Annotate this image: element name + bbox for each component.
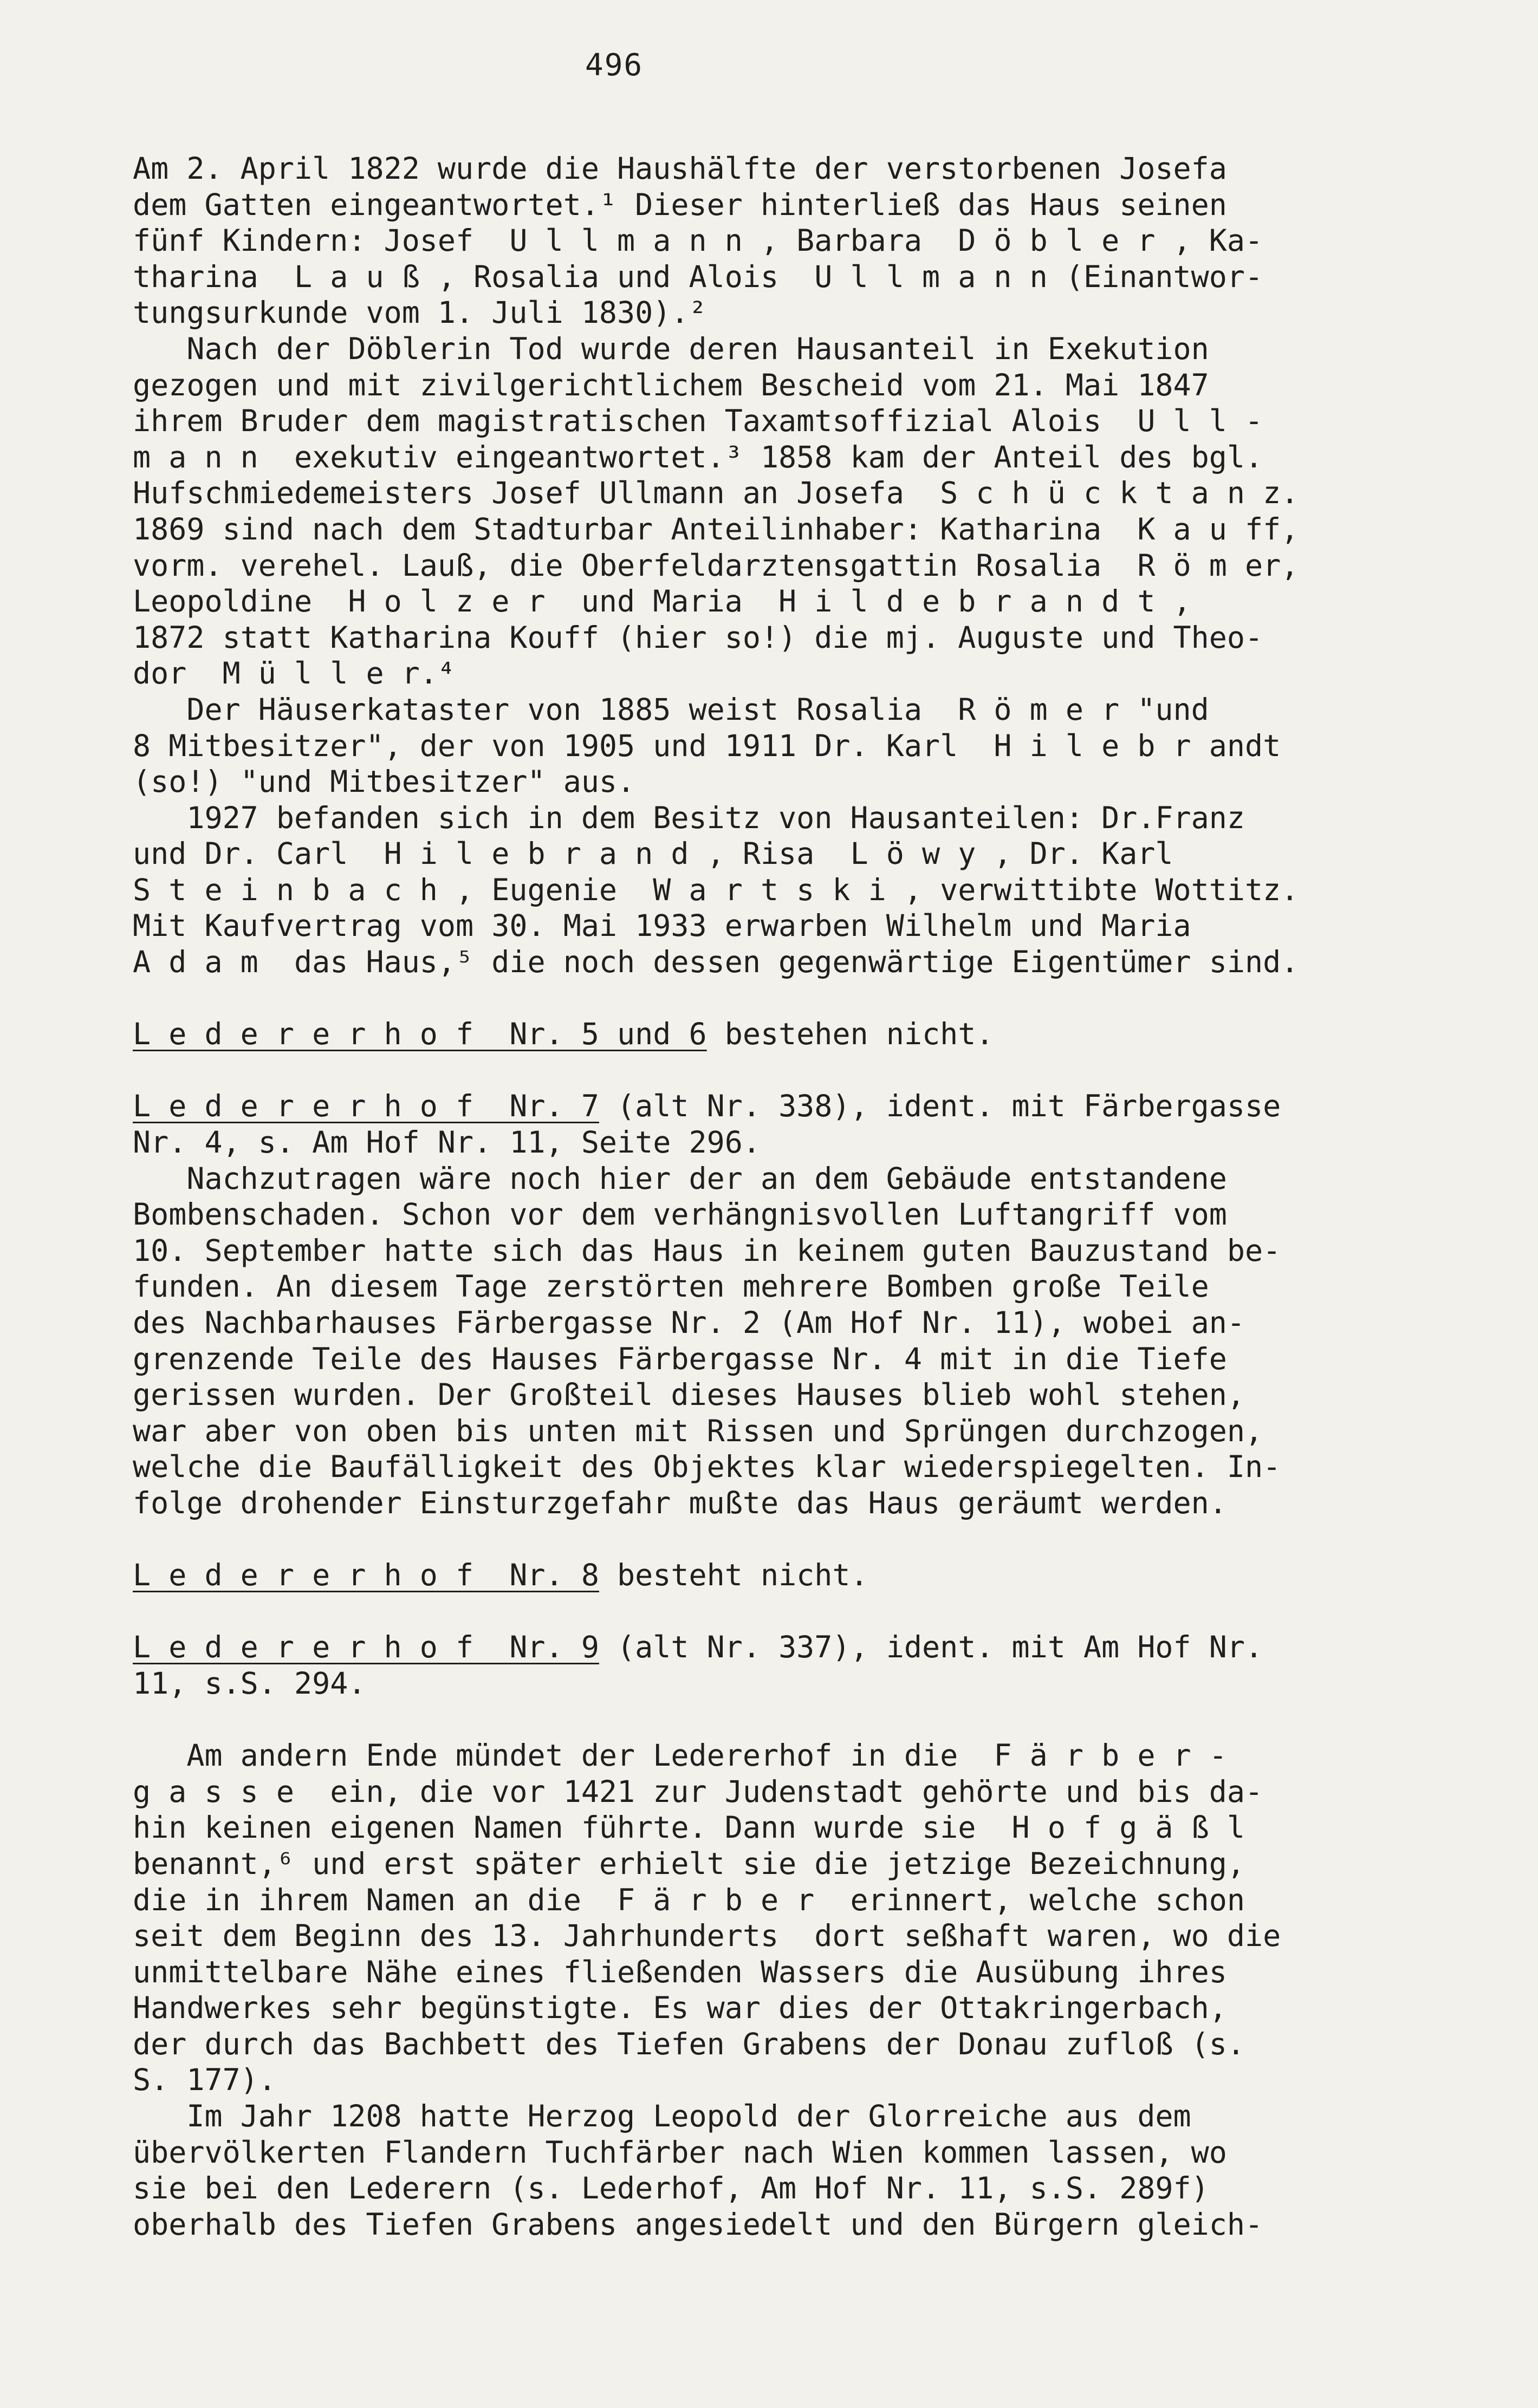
line-text: Nachzutragen wäre noch hier der an dem Gebäude entstandene: [133, 1161, 1227, 1196]
text-line: 1869 sind nach dem Stadturbar Anteilinhaber: Katharina K a u ff,: [133, 511, 1299, 546]
text-line: Handwerkes sehr begünstigte. Es war dies der Ottakringerbach,: [133, 1990, 1227, 2026]
text-line: Mit Kaufvertrag vom 30. Mai 1933 erwarben Wilhelm und Maria: [133, 908, 1191, 943]
text-line: [133, 1268, 1520, 1305]
section-heading: L e d e r e r h o f Nr. 8: [133, 1558, 599, 1593]
text-line: vorm. verehel. Lauß, die Oberfeldarztensgattin Rosalia R ö m er,: [133, 548, 1299, 583]
text-line: Nach der Döblerin Tod wurde deren Hausanteil in Exekution: [133, 331, 1209, 366]
line-text: funden. An diesem Tage zerstörten mehrere Bomben große Teile: [133, 1269, 1209, 1304]
text-line: tungsurkunde vom 1. Juli 1830).²: [133, 295, 707, 330]
text-line: Der Häuserkataster von 1885 weist Rosalia R ö m e r "und: [133, 692, 1209, 727]
text-line: Am 2. April 1822 wurde die Haushälfte der verstorbenen Josefa: [133, 151, 1227, 186]
line-text: folge drohender Einsturzgefahr mußte das Haus geräumt werden.: [133, 1485, 1227, 1520]
text-line: übervölkerten Flandern Tuchfärber nach Wien kommen lassen, wo: [133, 2134, 1227, 2170]
line-text: grenzende Teile des Hauses Färbergasse Nr. 4 mit in die Tiefe: [133, 1341, 1227, 1376]
line-text: 10. September hatte sich das Haus in keinem guten Bauzustand be-: [133, 1233, 1281, 1268]
text-line: ihrem Bruder dem magistratischen Taxamtsoffizial Alois U l l -: [133, 403, 1263, 439]
line-text: welche die Baufälligkeit des Objektes klar wiederspiegelten. In-: [133, 1449, 1281, 1485]
text-line: [133, 1305, 1520, 1341]
line-text: des Nachbarhauses Färbergasse Nr. 2 (Am Hof Nr. 11), wobei an-: [133, 1305, 1245, 1340]
text-line: 1872 statt Katharina Kouff (hier so!) die mj. Auguste und Theo-: [133, 620, 1263, 655]
text-line: [133, 1233, 1520, 1269]
section-heading-line: [133, 1088, 1520, 1124]
section-heading: L e d e r e r h o f Nr. 7: [133, 1089, 599, 1124]
text-line: sie bei den Lederern (s. Lederhof, Am Hof Nr. 11, s.S. 289f): [133, 2171, 1209, 2206]
page-number: 496: [585, 48, 644, 83]
text-line: [133, 1485, 1520, 1521]
line-text: Bombenschaden. Schon vor dem verhängnisvollen Luftangriff vom: [133, 1197, 1227, 1232]
text-line: tharina L a u ß , Rosalia und Alois U l l m a n n (Einantwor-: [133, 259, 1263, 294]
text-line: der durch das Bachbett des Tiefen Grabens der Donau zufloß (s.: [133, 2026, 1245, 2061]
text-line: [133, 1161, 1520, 1197]
line-text: Nr. 4, s. Am Hof Nr. 11, Seite 296.: [133, 1125, 761, 1160]
line-text: 11, s.S. 294.: [133, 1665, 366, 1701]
line-text: besteht nicht.: [599, 1558, 868, 1593]
text-line: Im Jahr 1208 hatte Herzog Leopold der Glorreiche aus dem: [133, 2099, 1191, 2134]
text-line: Hufschmiedemeisters Josef Ullmann an Josefa S c h ü c k t a n z.: [133, 476, 1299, 511]
section-gap: [133, 1052, 1520, 1089]
section-gap: [133, 1702, 1520, 1738]
text-line: gezogen und mit zivilgerichtlichem Bescheid vom 21. Mai 1847: [133, 367, 1209, 402]
text-line: [133, 1377, 1520, 1413]
text-line: (so!) "und Mitbesitzer" aus.: [133, 764, 635, 799]
line-text: (alt Nr. 337), ident. mit Am Hof Nr.: [599, 1630, 1263, 1665]
text-line: [133, 1124, 1520, 1161]
line-text: war aber von oben bis unten mit Rissen und Sprüngen durchzogen,: [133, 1413, 1263, 1448]
text-line: seit dem Beginn des 13. Jahrhunderts dort seßhaft waren, wo die: [133, 1918, 1281, 1954]
section-heading: L e d e r e r h o f Nr. 5 und 6: [133, 1017, 707, 1052]
text-line: dor M ü l l e r.⁴: [133, 656, 456, 691]
text-line: [133, 1665, 1520, 1702]
line-text: (alt Nr. 338), ident. mit Färbergasse: [599, 1089, 1281, 1124]
text-line: hin keinen eigenen Namen führte. Dann wurde sie H o f g ä ß l: [133, 1810, 1245, 1845]
text-line: benannt,⁶ und erst später erhielt sie die jetzige Bezeichnung,: [133, 1846, 1245, 1881]
text-line: m a n n exekutiv eingeantwortet.³ 1858 kam der Anteil des bgl.: [133, 439, 1263, 474]
text-line: die in ihrem Namen an die F ä r b e r erinnert, welche schon: [133, 1882, 1245, 1917]
text-line: S. 177).: [133, 2062, 276, 2098]
section-heading-line: [133, 1557, 1520, 1593]
line-text: gerissen wurden. Der Großteil dieses Hauses blieb wohl stehen,: [133, 1377, 1245, 1413]
text-line: 8 Mitbesitzer", der von 1905 und 1911 Dr. Karl H i l e b r andt: [133, 728, 1281, 763]
text-line: [133, 1449, 1520, 1485]
text-line: [133, 1413, 1520, 1449]
section-heading: L e d e r e r h o f Nr. 9: [133, 1630, 599, 1665]
text-line: [133, 1196, 1520, 1233]
text-line: 1927 befanden sich in dem Besitz von Hausanteilen: Dr.Franz: [133, 800, 1245, 835]
body-text: [133, 151, 1520, 2242]
section-gap: [133, 1521, 1520, 1558]
text-line: unmittelbare Nähe eines fließenden Wassers die Ausübung ihres: [133, 1954, 1227, 1989]
section-heading-line: [133, 1016, 1520, 1052]
text-line: oberhalb des Tiefen Grabens angesiedelt und den Bürgern gleich-: [133, 2207, 1263, 2242]
text-line: dem Gatten eingeantwortet.¹ Dieser hinterließ das Haus seinen: [133, 187, 1227, 222]
text-line: S t e i n b a c h , Eugenie W a r t s k i , verwittibte Wottitz.: [133, 872, 1299, 907]
text-line: fünf Kindern: Josef U l l m a n n , Barbara D ö b l e r , Ka-: [133, 223, 1263, 258]
section-gap: [133, 980, 1520, 1017]
text-line: Am andern Ende mündet der Ledererhof in die F ä r b e r -: [133, 1738, 1227, 1773]
section-gap: [133, 1593, 1520, 1630]
text-line: g a s s e ein, die vor 1421 zur Judenstadt gehörte und bis da-: [133, 1774, 1263, 1809]
text-line: A d a m das Haus,⁵ die noch dessen gegenwärtige Eigentümer sind.: [133, 945, 1299, 980]
text-line: [133, 1341, 1520, 1377]
text-line: und Dr. Carl H i l e b r a n d , Risa L ö w y , Dr. Karl: [133, 836, 1173, 871]
section-heading-line: [133, 1629, 1520, 1665]
line-text: bestehen nicht.: [706, 1017, 994, 1052]
text-line: Leopoldine H o l z e r und Maria H i l d e b r a n d t ,: [133, 584, 1191, 619]
